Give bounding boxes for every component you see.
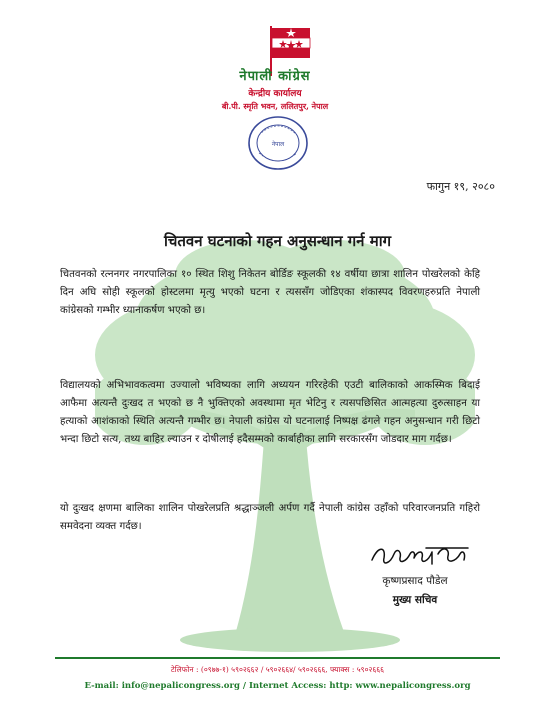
website-link[interactable]: http: www.nepalicongress.org xyxy=(329,681,471,691)
email-label: E-mail: xyxy=(84,681,119,691)
svg-text:नेपाल: नेपाल xyxy=(271,141,285,148)
official-seal-icon xyxy=(247,115,309,171)
letter-date: फागुन १९, २०८० xyxy=(426,180,495,193)
signer-title: मुख्य सचिव xyxy=(392,594,438,606)
email-link[interactable]: info@nepalicongress.org xyxy=(121,681,240,691)
footer-contact xyxy=(0,681,555,691)
signer-name: कृष्णप्रसाद पौडेल xyxy=(382,575,448,587)
footer-divider xyxy=(55,657,500,659)
office-name: केन्द्रीय कार्यालय xyxy=(248,89,302,99)
footer-phone: टेलिफोन : (०९७७-१) ५९०२६६२ / ५९०२६६४/ ५९०२६६६, फ्याक्स : ५९०२६६६ xyxy=(170,665,385,674)
handwritten-signature xyxy=(368,540,478,574)
internet-label: / Internet Access: xyxy=(242,681,327,691)
letterhead xyxy=(150,66,400,112)
office-address: बी.पी. स्मृति भवन, ललितपुर, नेपाल xyxy=(221,101,329,111)
body-paragraph-1: चितवनको रत्ननगर नगरपालिका १० स्थित शिशु निकेतन बोर्डिङ स्कूलकी १४ वर्षीया छात्रा शालिन पोखरेलको केहि दिन अघि सोही स्कूलको होस्टलमा मृत्यु भएको घटना र त्यससँग जोडिएका शंकास्पद विवरणहरुप्रति नेपाली कांग्रेसको गम्भीर ध्यानाकर्षण भएको छ। xyxy=(60,269,480,316)
organization-name: नेपाली कांग्रेस xyxy=(239,69,311,84)
letter-subject: चितवन घटनाको गहन अनुसन्धान गर्न माग xyxy=(163,232,392,250)
body-paragraph-2: विद्यालयको अभिभावकत्वमा उज्यालो भविष्यका लागि अध्ययन गरिरहेकी एउटी बालिकाको आकस्मिक बिदाई आफैमा अत्यन्तै दुःखद त भएको छ नै भुक्तिएको अवस्थामा मृत भेटिनु र त्यसपछिसित आत्महत्या दुरुत्साहन या हत्याको आशंकाको स्थिति अत्यन्तै गम्भीर छ। नेपाली कांग्रेस यो घटनालाई निष्पक्ष ढंगले गहन अनुसन्धान गरी छिटो भन्दा छिटो सत्य, तथ्य बाहिर ल्याउन र दोषीलाई हदैसम्मको कार्बाहीका लागि सरकारसँग जोडदार माग गर्दछ। xyxy=(60,380,480,445)
body-paragraph-3: यो दुःखद क्षणमा बालिका शालिन पोखरेलप्रति श्रद्धाञ्जली अर्पण गर्दै नेपाली कांग्रेस उहाँको परिवारजनप्रति गहिरो समवेदना व्यक्त गर्दछ। xyxy=(60,503,480,532)
